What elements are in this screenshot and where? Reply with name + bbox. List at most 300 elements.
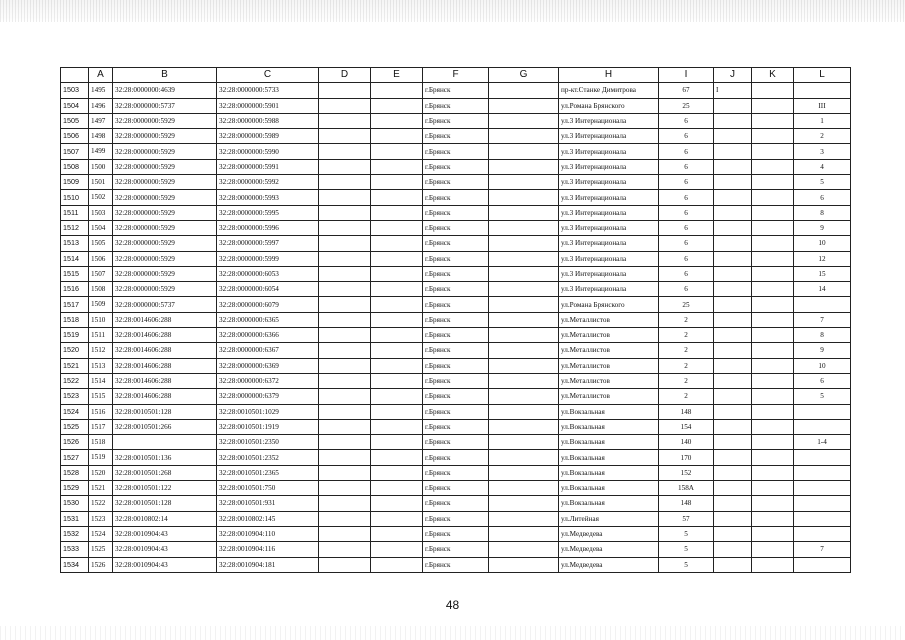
cell-g[interactable] <box>489 450 559 465</box>
cell-l[interactable] <box>794 465 851 480</box>
cell-g[interactable] <box>489 511 559 526</box>
cell-b[interactable]: 32:28:0000000:4639 <box>113 83 217 98</box>
cell-l[interactable]: 1 <box>794 113 851 128</box>
cell-e[interactable] <box>371 83 423 98</box>
cell-h[interactable]: ул.Металлистов <box>559 373 659 388</box>
cell-d[interactable] <box>319 297 371 312</box>
cell-l[interactable]: 10 <box>794 358 851 373</box>
cell-b[interactable]: 32:28:0014606:288 <box>113 389 217 404</box>
cell-f[interactable]: г.Брянск <box>423 496 489 511</box>
cell-h[interactable]: ул.Металлистов <box>559 389 659 404</box>
cell-k[interactable] <box>752 542 794 557</box>
cell-l[interactable] <box>794 557 851 572</box>
column-header[interactable]: G <box>489 68 559 83</box>
cell-a[interactable]: 1512 <box>89 343 113 358</box>
cell-l[interactable]: 6 <box>794 190 851 205</box>
cell-j[interactable] <box>714 220 752 235</box>
cell-d[interactable] <box>319 328 371 343</box>
cell-d[interactable] <box>319 557 371 572</box>
cell-c[interactable]: 32:28:0000000:5988 <box>217 113 319 128</box>
cell-f[interactable]: г.Брянск <box>423 129 489 144</box>
cell-j[interactable] <box>714 312 752 327</box>
cell-j[interactable] <box>714 496 752 511</box>
column-header[interactable]: B <box>113 68 217 83</box>
cell-g[interactable] <box>489 175 559 190</box>
cell-j[interactable] <box>714 481 752 496</box>
cell-e[interactable] <box>371 343 423 358</box>
column-header[interactable]: E <box>371 68 423 83</box>
cell-g[interactable] <box>489 144 559 159</box>
cell-k[interactable] <box>752 435 794 450</box>
cell-i[interactable]: 6 <box>659 159 714 174</box>
cell-k[interactable] <box>752 496 794 511</box>
cell-e[interactable] <box>371 328 423 343</box>
row-number-cell[interactable]: 1526 <box>61 435 89 450</box>
cell-k[interactable] <box>752 251 794 266</box>
cell-h[interactable]: ул.3 Интернационала <box>559 159 659 174</box>
cell-b[interactable]: 32:28:0000000:5929 <box>113 175 217 190</box>
cell-l[interactable]: 12 <box>794 251 851 266</box>
cell-a[interactable]: 1502 <box>89 190 113 205</box>
cell-d[interactable] <box>319 343 371 358</box>
cell-a[interactable]: 1524 <box>89 526 113 541</box>
row-number-cell[interactable]: 1520 <box>61 343 89 358</box>
cell-l[interactable]: 5 <box>794 389 851 404</box>
cell-c[interactable]: 32:28:0010802:145 <box>217 511 319 526</box>
cell-i[interactable]: 6 <box>659 266 714 281</box>
cell-l[interactable]: 6 <box>794 373 851 388</box>
column-header[interactable]: I <box>659 68 714 83</box>
cell-e[interactable] <box>371 404 423 419</box>
row-number-cell[interactable]: 1525 <box>61 419 89 434</box>
cell-e[interactable] <box>371 236 423 251</box>
cell-g[interactable] <box>489 236 559 251</box>
cell-c[interactable]: 32:28:0000000:6054 <box>217 282 319 297</box>
row-number-cell[interactable]: 1534 <box>61 557 89 572</box>
cell-j[interactable] <box>714 404 752 419</box>
cell-l[interactable] <box>794 481 851 496</box>
cell-a[interactable]: 1508 <box>89 282 113 297</box>
cell-c[interactable]: 32:28:0010904:110 <box>217 526 319 541</box>
row-number-cell[interactable]: 1528 <box>61 465 89 480</box>
column-header[interactable]: F <box>423 68 489 83</box>
column-header[interactable]: C <box>217 68 319 83</box>
cell-e[interactable] <box>371 435 423 450</box>
cell-d[interactable] <box>319 542 371 557</box>
cell-f[interactable]: г.Брянск <box>423 435 489 450</box>
cell-c[interactable]: 32:28:0000000:5997 <box>217 236 319 251</box>
column-header[interactable]: K <box>752 68 794 83</box>
cell-c[interactable]: 32:28:0010501:2352 <box>217 450 319 465</box>
cell-j[interactable] <box>714 129 752 144</box>
cell-f[interactable]: г.Брянск <box>423 251 489 266</box>
cell-g[interactable] <box>489 542 559 557</box>
cell-b[interactable]: 32:28:0010904:43 <box>113 557 217 572</box>
cell-e[interactable] <box>371 98 423 113</box>
cell-h[interactable]: ул.3 Интернационала <box>559 236 659 251</box>
cell-b[interactable]: 32:28:0000000:5929 <box>113 282 217 297</box>
cell-a[interactable]: 1515 <box>89 389 113 404</box>
cell-j[interactable] <box>714 328 752 343</box>
row-number-cell[interactable]: 1503 <box>61 83 89 98</box>
cell-a[interactable]: 1499 <box>89 144 113 159</box>
cell-i[interactable]: 148 <box>659 496 714 511</box>
cell-h[interactable]: ул.Вокзальная <box>559 496 659 511</box>
cell-k[interactable] <box>752 419 794 434</box>
cell-j[interactable] <box>714 435 752 450</box>
cell-d[interactable] <box>319 98 371 113</box>
cell-g[interactable] <box>489 159 559 174</box>
cell-l[interactable] <box>794 83 851 98</box>
cell-l[interactable] <box>794 511 851 526</box>
cell-f[interactable]: г.Брянск <box>423 266 489 281</box>
cell-e[interactable] <box>371 511 423 526</box>
cell-j[interactable] <box>714 465 752 480</box>
row-number-cell[interactable]: 1532 <box>61 526 89 541</box>
cell-h[interactable]: ул.Медведева <box>559 557 659 572</box>
cell-l[interactable] <box>794 297 851 312</box>
row-number-cell[interactable]: 1509 <box>61 175 89 190</box>
cell-i[interactable]: 154 <box>659 419 714 434</box>
cell-j[interactable] <box>714 159 752 174</box>
cell-k[interactable] <box>752 343 794 358</box>
row-number-cell[interactable]: 1518 <box>61 312 89 327</box>
cell-l[interactable] <box>794 450 851 465</box>
cell-b[interactable]: 32:28:0000000:5929 <box>113 159 217 174</box>
cell-j[interactable]: I <box>714 83 752 98</box>
cell-k[interactable] <box>752 373 794 388</box>
row-number-cell[interactable]: 1521 <box>61 358 89 373</box>
cell-b[interactable]: 32:28:0014606:288 <box>113 358 217 373</box>
cell-j[interactable] <box>714 236 752 251</box>
cell-f[interactable]: г.Брянск <box>423 190 489 205</box>
cell-c[interactable]: 32:28:0000000:5901 <box>217 98 319 113</box>
cell-f[interactable]: г.Брянск <box>423 328 489 343</box>
cell-h[interactable]: ул.3 Интернационала <box>559 220 659 235</box>
cell-l[interactable]: 7 <box>794 542 851 557</box>
cell-d[interactable] <box>319 144 371 159</box>
cell-f[interactable]: г.Брянск <box>423 481 489 496</box>
cell-c[interactable]: 32:28:0000000:5996 <box>217 220 319 235</box>
cell-f[interactable]: г.Брянск <box>423 312 489 327</box>
cell-k[interactable] <box>752 282 794 297</box>
cell-h[interactable]: ул.3 Интернационала <box>559 190 659 205</box>
cell-i[interactable]: 6 <box>659 113 714 128</box>
cell-f[interactable]: г.Брянск <box>423 526 489 541</box>
cell-l[interactable]: 8 <box>794 205 851 220</box>
cell-h[interactable]: ул.Романа Брянского <box>559 98 659 113</box>
cell-f[interactable]: г.Брянск <box>423 297 489 312</box>
cell-e[interactable] <box>371 496 423 511</box>
cell-c[interactable]: 32:28:0010904:116 <box>217 542 319 557</box>
cell-e[interactable] <box>371 205 423 220</box>
cell-j[interactable] <box>714 557 752 572</box>
cell-e[interactable] <box>371 481 423 496</box>
row-number-cell[interactable]: 1514 <box>61 251 89 266</box>
cell-d[interactable] <box>319 358 371 373</box>
cell-h[interactable]: ул.Вокзальная <box>559 450 659 465</box>
cell-f[interactable]: г.Брянск <box>423 236 489 251</box>
cell-d[interactable] <box>319 373 371 388</box>
cell-d[interactable] <box>319 511 371 526</box>
cell-a[interactable]: 1498 <box>89 129 113 144</box>
cell-e[interactable] <box>371 129 423 144</box>
cell-a[interactable]: 1496 <box>89 98 113 113</box>
cell-g[interactable] <box>489 389 559 404</box>
cell-e[interactable] <box>371 526 423 541</box>
cell-c[interactable]: 32:28:0000000:6053 <box>217 266 319 281</box>
cell-c[interactable]: 32:28:0010501:1919 <box>217 419 319 434</box>
cell-h[interactable]: ул.Металлистов <box>559 328 659 343</box>
cell-f[interactable]: г.Брянск <box>423 343 489 358</box>
cell-i[interactable]: 6 <box>659 236 714 251</box>
cell-b[interactable]: 32:28:0010904:43 <box>113 526 217 541</box>
cell-a[interactable]: 1495 <box>89 83 113 98</box>
cell-e[interactable] <box>371 144 423 159</box>
cell-j[interactable] <box>714 266 752 281</box>
cell-i[interactable]: 2 <box>659 373 714 388</box>
cell-l[interactable]: 9 <box>794 343 851 358</box>
cell-f[interactable]: г.Брянск <box>423 511 489 526</box>
cell-k[interactable] <box>752 266 794 281</box>
row-number-cell[interactable]: 1504 <box>61 98 89 113</box>
cell-k[interactable] <box>752 98 794 113</box>
cell-d[interactable] <box>319 83 371 98</box>
cell-i[interactable]: 57 <box>659 511 714 526</box>
cell-h[interactable]: ул.Литейная <box>559 511 659 526</box>
row-number-cell[interactable]: 1505 <box>61 113 89 128</box>
cell-h[interactable]: ул.Вокзальная <box>559 465 659 480</box>
cell-e[interactable] <box>371 557 423 572</box>
cell-h[interactable]: ул.3 Интернационала <box>559 175 659 190</box>
cell-d[interactable] <box>319 282 371 297</box>
cell-g[interactable] <box>489 419 559 434</box>
cell-h[interactable]: ул.Металлистов <box>559 358 659 373</box>
cell-l[interactable]: 14 <box>794 282 851 297</box>
cell-j[interactable] <box>714 251 752 266</box>
cell-a[interactable]: 1523 <box>89 511 113 526</box>
cell-g[interactable] <box>489 190 559 205</box>
cell-c[interactable]: 32:28:0000000:5733 <box>217 83 319 98</box>
cell-a[interactable]: 1511 <box>89 328 113 343</box>
cell-f[interactable]: г.Брянск <box>423 83 489 98</box>
cell-i[interactable]: 2 <box>659 343 714 358</box>
column-header[interactable]: D <box>319 68 371 83</box>
cell-e[interactable] <box>371 312 423 327</box>
cell-i[interactable]: 25 <box>659 98 714 113</box>
cell-b[interactable]: 32:28:0010501:136 <box>113 450 217 465</box>
cell-f[interactable]: г.Брянск <box>423 205 489 220</box>
cell-d[interactable] <box>319 465 371 480</box>
column-header[interactable]: L <box>794 68 851 83</box>
cell-b[interactable]: 32:28:0010501:128 <box>113 496 217 511</box>
cell-l[interactable]: 7 <box>794 312 851 327</box>
cell-c[interactable]: 32:28:0000000:6079 <box>217 297 319 312</box>
row-number-cell[interactable]: 1513 <box>61 236 89 251</box>
cell-e[interactable] <box>371 190 423 205</box>
cell-g[interactable] <box>489 404 559 419</box>
cell-d[interactable] <box>319 251 371 266</box>
cell-k[interactable] <box>752 205 794 220</box>
cell-c[interactable]: 32:28:0010501:2350 <box>217 435 319 450</box>
cell-c[interactable]: 32:28:0000000:6365 <box>217 312 319 327</box>
row-number-cell[interactable]: 1508 <box>61 159 89 174</box>
cell-k[interactable] <box>752 465 794 480</box>
cell-b[interactable]: 32:28:0000000:5929 <box>113 129 217 144</box>
cell-i[interactable]: 6 <box>659 205 714 220</box>
cell-k[interactable] <box>752 236 794 251</box>
cell-c[interactable]: 32:28:0010501:931 <box>217 496 319 511</box>
cell-c[interactable]: 32:28:0010904:181 <box>217 557 319 572</box>
cell-l[interactable]: 15 <box>794 266 851 281</box>
row-number-cell[interactable]: 1511 <box>61 205 89 220</box>
cell-k[interactable] <box>752 83 794 98</box>
cell-e[interactable] <box>371 297 423 312</box>
cell-f[interactable]: г.Брянск <box>423 373 489 388</box>
cell-b[interactable]: 32:28:0000000:5737 <box>113 297 217 312</box>
cell-i[interactable]: 25 <box>659 297 714 312</box>
cell-c[interactable]: 32:28:0000000:5990 <box>217 144 319 159</box>
cell-k[interactable] <box>752 312 794 327</box>
cell-g[interactable] <box>489 465 559 480</box>
cell-j[interactable] <box>714 511 752 526</box>
cell-e[interactable] <box>371 450 423 465</box>
cell-a[interactable]: 1504 <box>89 220 113 235</box>
cell-i[interactable]: 5 <box>659 557 714 572</box>
cell-c[interactable]: 32:28:0000000:6367 <box>217 343 319 358</box>
cell-e[interactable] <box>371 465 423 480</box>
cell-g[interactable] <box>489 205 559 220</box>
cell-c[interactable]: 32:28:0000000:6366 <box>217 328 319 343</box>
cell-e[interactable] <box>371 159 423 174</box>
cell-a[interactable]: 1497 <box>89 113 113 128</box>
cell-a[interactable]: 1517 <box>89 419 113 434</box>
cell-l[interactable] <box>794 526 851 541</box>
cell-i[interactable]: 6 <box>659 220 714 235</box>
cell-d[interactable] <box>319 205 371 220</box>
cell-i[interactable]: 6 <box>659 282 714 297</box>
cell-l[interactable]: 2 <box>794 129 851 144</box>
cell-g[interactable] <box>489 220 559 235</box>
cell-i[interactable]: 158А <box>659 481 714 496</box>
cell-h[interactable]: ул.Романа Брянского <box>559 297 659 312</box>
cell-c[interactable]: 32:28:0000000:5989 <box>217 129 319 144</box>
cell-e[interactable] <box>371 251 423 266</box>
cell-d[interactable] <box>319 220 371 235</box>
cell-g[interactable] <box>489 496 559 511</box>
cell-h[interactable]: ул.Металлистов <box>559 312 659 327</box>
cell-i[interactable]: 170 <box>659 450 714 465</box>
cell-d[interactable] <box>319 266 371 281</box>
row-number-cell[interactable]: 1530 <box>61 496 89 511</box>
cell-k[interactable] <box>752 481 794 496</box>
cell-i[interactable]: 2 <box>659 312 714 327</box>
cell-l[interactable] <box>794 404 851 419</box>
cell-d[interactable] <box>319 496 371 511</box>
cell-e[interactable] <box>371 373 423 388</box>
cell-k[interactable] <box>752 297 794 312</box>
cell-g[interactable] <box>489 481 559 496</box>
cell-f[interactable]: г.Брянск <box>423 389 489 404</box>
cell-a[interactable]: 1509 <box>89 297 113 312</box>
cell-h[interactable]: ул.3 Интернационала <box>559 282 659 297</box>
cell-a[interactable]: 1521 <box>89 481 113 496</box>
cell-l[interactable] <box>794 496 851 511</box>
cell-c[interactable]: 32:28:0000000:5995 <box>217 205 319 220</box>
cell-f[interactable]: г.Брянск <box>423 450 489 465</box>
cell-h[interactable]: ул.Вокзальная <box>559 481 659 496</box>
cell-l[interactable]: III <box>794 98 851 113</box>
cell-l[interactable]: 10 <box>794 236 851 251</box>
cell-l[interactable] <box>794 419 851 434</box>
cell-a[interactable]: 1516 <box>89 404 113 419</box>
cell-h[interactable]: ул.3 Интернационала <box>559 266 659 281</box>
cell-b[interactable]: 32:28:0010501:266 <box>113 419 217 434</box>
cell-j[interactable] <box>714 343 752 358</box>
row-number-cell[interactable]: 1522 <box>61 373 89 388</box>
cell-h[interactable]: ул.3 Интернационала <box>559 251 659 266</box>
cell-a[interactable]: 1522 <box>89 496 113 511</box>
cell-g[interactable] <box>489 129 559 144</box>
cell-k[interactable] <box>752 129 794 144</box>
cell-d[interactable] <box>319 481 371 496</box>
cell-d[interactable] <box>319 236 371 251</box>
cell-i[interactable]: 5 <box>659 526 714 541</box>
cell-j[interactable] <box>714 205 752 220</box>
cell-k[interactable] <box>752 389 794 404</box>
cell-i[interactable]: 67 <box>659 83 714 98</box>
cell-f[interactable]: г.Брянск <box>423 113 489 128</box>
cell-e[interactable] <box>371 282 423 297</box>
cell-d[interactable] <box>319 312 371 327</box>
cell-g[interactable] <box>489 328 559 343</box>
cell-f[interactable]: г.Брянск <box>423 175 489 190</box>
cell-l[interactable]: 5 <box>794 175 851 190</box>
cell-b[interactable]: 32:28:0000000:5929 <box>113 113 217 128</box>
cell-l[interactable]: 1-4 <box>794 435 851 450</box>
cell-g[interactable] <box>489 526 559 541</box>
cell-b[interactable]: 32:28:0000000:5929 <box>113 190 217 205</box>
cell-h[interactable]: ул.Вокзальная <box>559 435 659 450</box>
cell-b[interactable]: 32:28:0010501:268 <box>113 465 217 480</box>
cell-k[interactable] <box>752 113 794 128</box>
cell-d[interactable] <box>319 175 371 190</box>
cell-a[interactable]: 1500 <box>89 159 113 174</box>
cell-f[interactable]: г.Брянск <box>423 557 489 572</box>
cell-c[interactable]: 32:28:0000000:5991 <box>217 159 319 174</box>
cell-l[interactable]: 9 <box>794 220 851 235</box>
cell-h[interactable]: ул.Медведева <box>559 542 659 557</box>
row-number-cell[interactable]: 1507 <box>61 144 89 159</box>
cell-e[interactable] <box>371 419 423 434</box>
row-number-cell[interactable]: 1519 <box>61 328 89 343</box>
cell-c[interactable]: 32:28:0000000:6379 <box>217 389 319 404</box>
cell-j[interactable] <box>714 373 752 388</box>
cell-h[interactable]: пр-кт.Станке Димитрова <box>559 83 659 98</box>
cell-k[interactable] <box>752 220 794 235</box>
cell-j[interactable] <box>714 144 752 159</box>
cell-k[interactable] <box>752 450 794 465</box>
cell-k[interactable] <box>752 159 794 174</box>
cell-f[interactable]: г.Брянск <box>423 419 489 434</box>
cell-f[interactable]: г.Брянск <box>423 465 489 480</box>
cell-k[interactable] <box>752 404 794 419</box>
cell-g[interactable] <box>489 83 559 98</box>
cell-a[interactable]: 1501 <box>89 175 113 190</box>
cell-g[interactable] <box>489 266 559 281</box>
cell-d[interactable] <box>319 450 371 465</box>
cell-k[interactable] <box>752 328 794 343</box>
